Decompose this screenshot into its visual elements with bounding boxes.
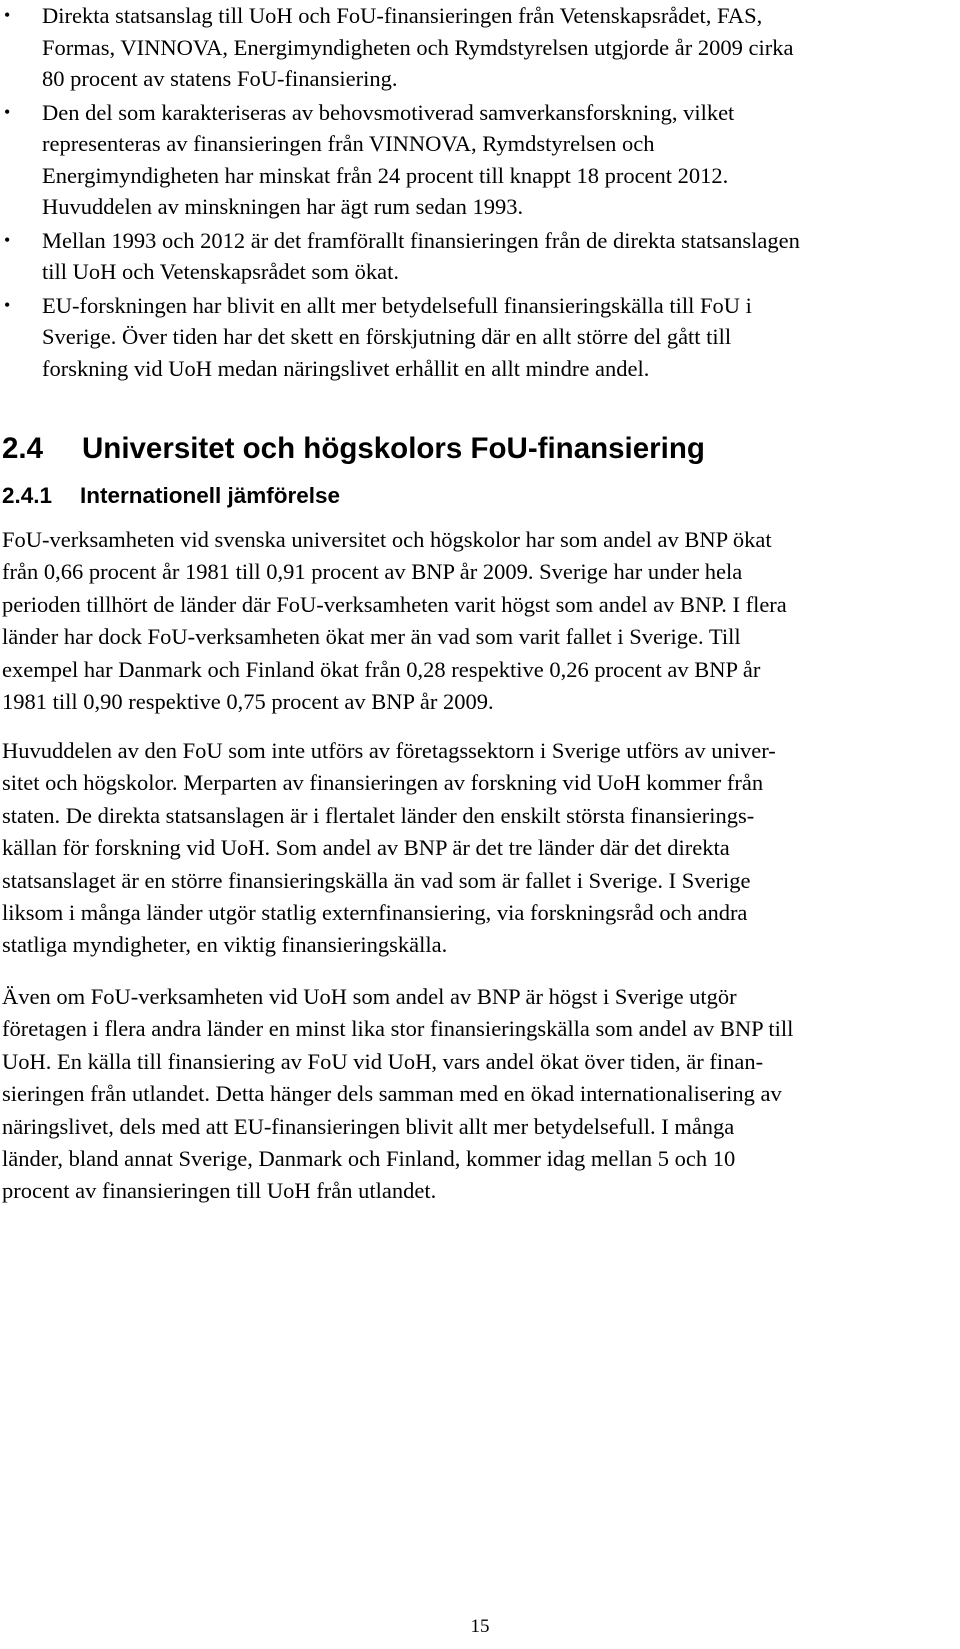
bullet-icon: • — [4, 294, 11, 315]
section-title: Universitet och högskolors FoU-finansiering — [82, 432, 705, 465]
bullet-item — [4, 225, 944, 288]
paragraph-line: procent av finansieringen till UoH från utlandet. — [2, 1178, 437, 1204]
paragraph-line: liksom i många länder utgör statlig externfinansiering, via forskningsråd och andra — [2, 900, 748, 926]
paragraph-line: exempel har Danmark och Finland ökat från 0,28 respektive 0,26 procent av BNP år — [2, 656, 761, 682]
paragraph-line: företagen i flera andra länder en minst lika stor finansieringskälla som andel av BNP till — [2, 1016, 794, 1042]
paragraph-line: länder, bland annat Sverige, Danmark och Finland, kommer idag mellan 5 och 10 — [2, 1146, 736, 1172]
subsection-title: Internationell jämförelse — [80, 483, 341, 508]
bullet-line: forskning vid UoH medan näringslivet erhållit en allt mindre andel. — [42, 355, 650, 381]
bullet-icon: • — [4, 229, 11, 250]
bullet-line: EU-forskningen har blivit en allt mer betydelsefull finansieringskälla till FoU i — [42, 292, 752, 318]
paragraph-line: statliga myndigheter, en viktig finansieringskälla. — [2, 932, 448, 958]
bullet-item — [4, 290, 944, 385]
paragraph-line: statsanslaget är en större finansieringskälla än vad som är fallet i Sverige. I Sverige — [2, 867, 751, 893]
paragraph-line: 1981 till 0,90 respektive 0,75 procent av BNP år 2009. — [2, 689, 494, 715]
bullet-line: representeras av finansieringen från VINNOVA, Rymdstyrelsen och — [42, 131, 655, 156]
bullet-line: Energimyndigheten har minskat från 24 procent till knappt 18 procent 2012. — [42, 162, 729, 188]
subsection-heading — [2, 481, 340, 511]
paragraph-line: källan för forskning vid UoH. Som andel av BNP är det tre länder där det direkta — [2, 835, 730, 861]
paragraph-line: FoU-verksamheten vid svenska universitet och högskolor har som andel av BNP ökat — [2, 527, 772, 552]
paragraph-2 — [2, 735, 932, 962]
paragraph-line: staten. De direkta statsanslagen är i flertalet länder den enskilt största finansierings- — [2, 802, 755, 828]
paragraph-line: UoH. En källa till finansiering av FoU vid UoH, vars andel ökat över tiden, är finan- — [2, 1048, 764, 1074]
section-number: 2.4 — [2, 432, 44, 465]
bullet-icon: • — [4, 5, 11, 25]
bullet-line: Huvuddelen av minskningen har ägt rum sedan 1993. — [42, 194, 524, 219]
bullet-item — [4, 0, 944, 95]
bullet-line: Formas, VINNOVA, Energimyndigheten och Rymdstyrelsen utgjorde år 2009 cirka — [42, 34, 794, 60]
paragraph-line: från 0,66 procent år 1981 till 0,91 procent av BNP år 2009. Sverige har under hela — [2, 559, 743, 585]
section-heading — [2, 431, 705, 467]
bullet-list — [4, 0, 944, 386]
bullet-item — [4, 97, 944, 223]
page-number: 15 — [470, 1616, 490, 1637]
paragraph-line: Huvuddelen av den FoU som inte utförs av företagssektorn i Sverige utförs av univer- — [2, 738, 776, 763]
paragraph-line: sitet och högskolor. Merparten av finansieringen av forskning vid UoH kommer från — [2, 770, 764, 796]
paragraph-line: sieringen från utlandet. Detta hänger dels samman med en ökad internationalisering av — [2, 1081, 782, 1107]
subsection-number: 2.4.1 — [2, 483, 53, 508]
paragraph-line: perioden tillhört de länder där FoU-verksamheten varit högst som andel av BNP. I flera — [2, 591, 787, 617]
bullet-icon: • — [4, 101, 11, 122]
paragraph-1 — [2, 524, 932, 718]
paragraph-line: näringslivet, dels med att EU-finansieringen blivit allt mer betydelsefull. I många — [2, 1113, 735, 1139]
paragraph-line: länder har dock FoU-verksamheten ökat mer än vad som varit fallet i Sverige. Till — [2, 624, 741, 650]
bullet-line: Sverige. Över tiden har det skett en förskjutning där en allt större del gått till — [42, 324, 732, 349]
bullet-line: Den del som karakteriseras av behovsmotiverad samverkansforskning, vilket — [42, 99, 735, 125]
bullet-line: till UoH och Vetenskapsrådet som ökat. — [42, 259, 400, 284]
paragraph-line: Även om FoU-verksamheten vid UoH som andel av BNP är högst i Sverige utgör — [2, 984, 737, 1009]
bullet-line: 80 procent av statens FoU-finansiering. — [42, 66, 398, 91]
bullet-line: Direkta statsanslag till UoH och FoU-finansieringen från Vetenskapsrådet, FAS, — [42, 3, 763, 28]
paragraph-3 — [2, 981, 932, 1208]
bullet-line: Mellan 1993 och 2012 är det framförallt finansieringen från de direkta statsanslagen — [42, 227, 800, 253]
